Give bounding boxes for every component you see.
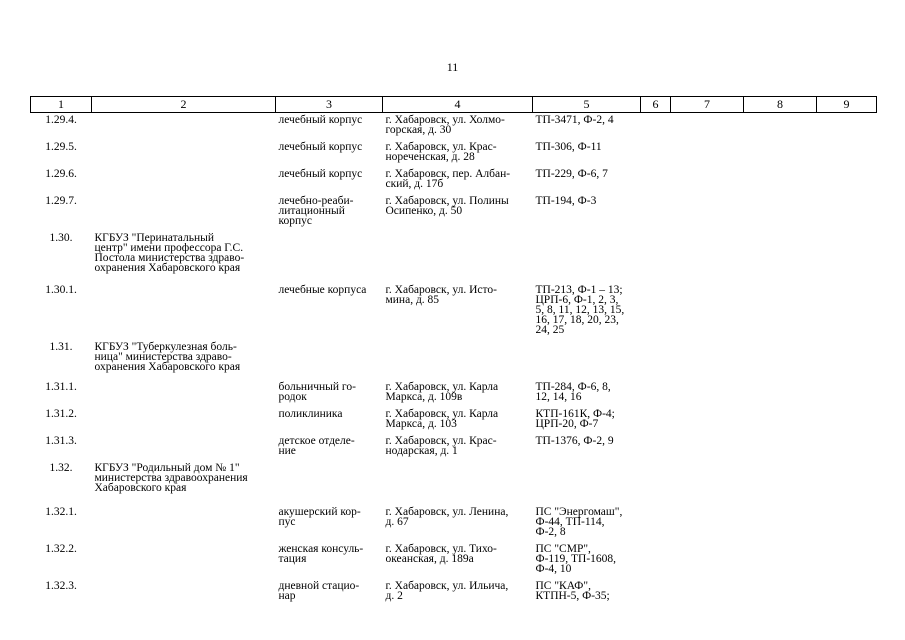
page-number: 11 bbox=[446, 60, 459, 74]
row-number: 1.29.4. bbox=[45, 114, 77, 126]
object-name: лечебный корпус bbox=[278, 140, 363, 153]
object-name: больничный го- родок bbox=[278, 380, 356, 403]
address: г. Хабаровск, ул. Ленина, д. 67 bbox=[385, 505, 509, 528]
object-name: лечебный корпус bbox=[278, 114, 363, 126]
power-source: ТП-306, Ф-11 bbox=[535, 140, 602, 153]
table-row bbox=[31, 167, 877, 194]
row-number: 1.29.5. bbox=[45, 140, 77, 153]
organization bbox=[92, 542, 276, 579]
address: г. Хабаровск, ул. Крас- нодарская, д. 1 bbox=[385, 434, 497, 457]
power-source bbox=[533, 231, 641, 283]
row-number: 1.32.1. bbox=[45, 505, 77, 518]
row-number: 1.32.3. bbox=[45, 579, 77, 592]
address bbox=[383, 231, 533, 283]
table-row bbox=[31, 140, 877, 167]
address: г. Хабаровск, ул. Карла Маркса, д. 109в bbox=[385, 380, 499, 403]
address: г. Хабаровск, ул. Холмо- горская, д. 30 bbox=[385, 114, 505, 136]
row-number: 1.30. bbox=[49, 231, 73, 244]
address: г. Хабаровск, ул. Тихо- океанская, д. 189а bbox=[385, 542, 497, 565]
object-name: женская консуль- тация bbox=[278, 542, 364, 565]
row-number: 1.31.3. bbox=[45, 434, 77, 447]
object-name: акушерский кор- пус bbox=[278, 505, 361, 528]
header-row bbox=[31, 97, 877, 113]
organization bbox=[92, 380, 276, 407]
power-source: ТП-1376, Ф-2, 9 bbox=[535, 434, 614, 447]
power-source: ТП-194, Ф-3 bbox=[535, 194, 597, 207]
organization bbox=[92, 434, 276, 461]
power-source: ПС "СМР", Ф-119, ТП-1608, Ф-4, 10 bbox=[535, 542, 617, 575]
row-number: 1.29.7. bbox=[45, 194, 77, 207]
address: г. Хабаровск, ул. Крас- нореченская, д. 28 bbox=[385, 140, 497, 163]
header-cell: 6 bbox=[641, 97, 671, 113]
row-number: 1.31. bbox=[49, 340, 73, 353]
table-row bbox=[31, 461, 877, 505]
power-source bbox=[533, 461, 641, 505]
address: г. Хабаровск, пер. Албан- ский, д. 17б bbox=[385, 167, 511, 190]
object-name: дневной стацио- нар bbox=[278, 579, 360, 602]
power-source: ТП-284, Ф-6, 8, 12, 14, 16 bbox=[535, 380, 611, 403]
organization: КГБУЗ "Туберкулезная боль- ница" министерства здраво- охранения Хабаровского края bbox=[94, 340, 241, 373]
address: г. Хабаровск, ул. Полины Осипенко, д. 50 bbox=[385, 194, 509, 217]
table-row bbox=[31, 113, 877, 140]
organization: КГБУЗ "Перинатальный центр" имени профессора Г.С. Постола министерства здраво- охранения Хабаровского края bbox=[94, 231, 245, 274]
power-source: ПС "Энергомаш", Ф-44, ТП-114, Ф-2, 8 bbox=[535, 505, 623, 538]
row-number: 1.32.2. bbox=[45, 542, 77, 555]
table-row bbox=[31, 283, 877, 340]
row-number: 1.31.1. bbox=[45, 380, 77, 393]
power-source: ТП-229, Ф-6, 7 bbox=[535, 167, 608, 180]
organization bbox=[92, 140, 276, 167]
organization bbox=[92, 283, 276, 340]
table-row bbox=[31, 380, 877, 407]
address bbox=[383, 461, 533, 505]
organization: КГБУЗ "Родильный дом № 1" министерства здравоохранения Хабаровского края bbox=[94, 461, 248, 494]
object-name: лечебные корпуса bbox=[278, 283, 367, 296]
object-name bbox=[276, 461, 383, 505]
table-row bbox=[31, 434, 877, 461]
table-row bbox=[31, 194, 877, 231]
power-source bbox=[533, 340, 641, 380]
organization bbox=[92, 113, 276, 140]
organization bbox=[92, 407, 276, 434]
object-name: лечебно-реаби- литационный корпус bbox=[278, 194, 354, 227]
address: г. Хабаровск, ул. Карла Маркса, д. 103 bbox=[385, 407, 499, 430]
table-row bbox=[31, 505, 877, 542]
header-cell: 5 bbox=[533, 97, 641, 113]
header-cell: 3 bbox=[276, 97, 383, 113]
power-source: ПС "КАФ", КТПН-5, Ф-35; bbox=[535, 579, 610, 602]
address: г. Хабаровск, ул. Ильича, д. 2 bbox=[385, 579, 509, 602]
organization bbox=[92, 579, 276, 606]
header-cell: 1 bbox=[31, 97, 92, 113]
data-table bbox=[30, 96, 877, 606]
organization bbox=[92, 505, 276, 542]
object-name: поликлиника bbox=[278, 407, 343, 420]
power-source: ТП-213, Ф-1 – 13; ЦРП-6, Ф-1, 2, 3, 5, 8, 11, 12, 13, 15, 16, 17, 18, 20, 23, 24, 25 bbox=[535, 283, 625, 336]
header-cell: 9 bbox=[817, 97, 877, 113]
table-row bbox=[31, 542, 877, 579]
address: г. Хабаровск, ул. Исто- мина, д. 85 bbox=[385, 283, 497, 306]
object-name: детское отделе- ние bbox=[278, 434, 355, 457]
row-number: 1.31.2. bbox=[45, 407, 77, 420]
object-name bbox=[276, 231, 383, 283]
row-number: 1.32. bbox=[49, 461, 73, 474]
object-name bbox=[276, 340, 383, 380]
header-cell: 7 bbox=[671, 97, 744, 113]
power-source: ТП-3471, Ф-2, 4 bbox=[535, 114, 614, 126]
address bbox=[383, 340, 533, 380]
row-number: 1.29.6. bbox=[45, 167, 77, 180]
table-row bbox=[31, 340, 877, 380]
row-number: 1.30.1. bbox=[45, 283, 77, 296]
table-row bbox=[31, 579, 877, 606]
power-source: КТП-161К, Ф-4; ЦРП-20, Ф-7 bbox=[535, 407, 615, 430]
organization bbox=[92, 167, 276, 194]
organization bbox=[92, 194, 276, 231]
header-cell: 4 bbox=[383, 97, 533, 113]
header-cell: 8 bbox=[744, 97, 817, 113]
table-row bbox=[31, 231, 877, 283]
table-row bbox=[31, 407, 877, 434]
header-cell: 2 bbox=[92, 97, 276, 113]
object-name: лечебный корпус bbox=[278, 167, 363, 180]
